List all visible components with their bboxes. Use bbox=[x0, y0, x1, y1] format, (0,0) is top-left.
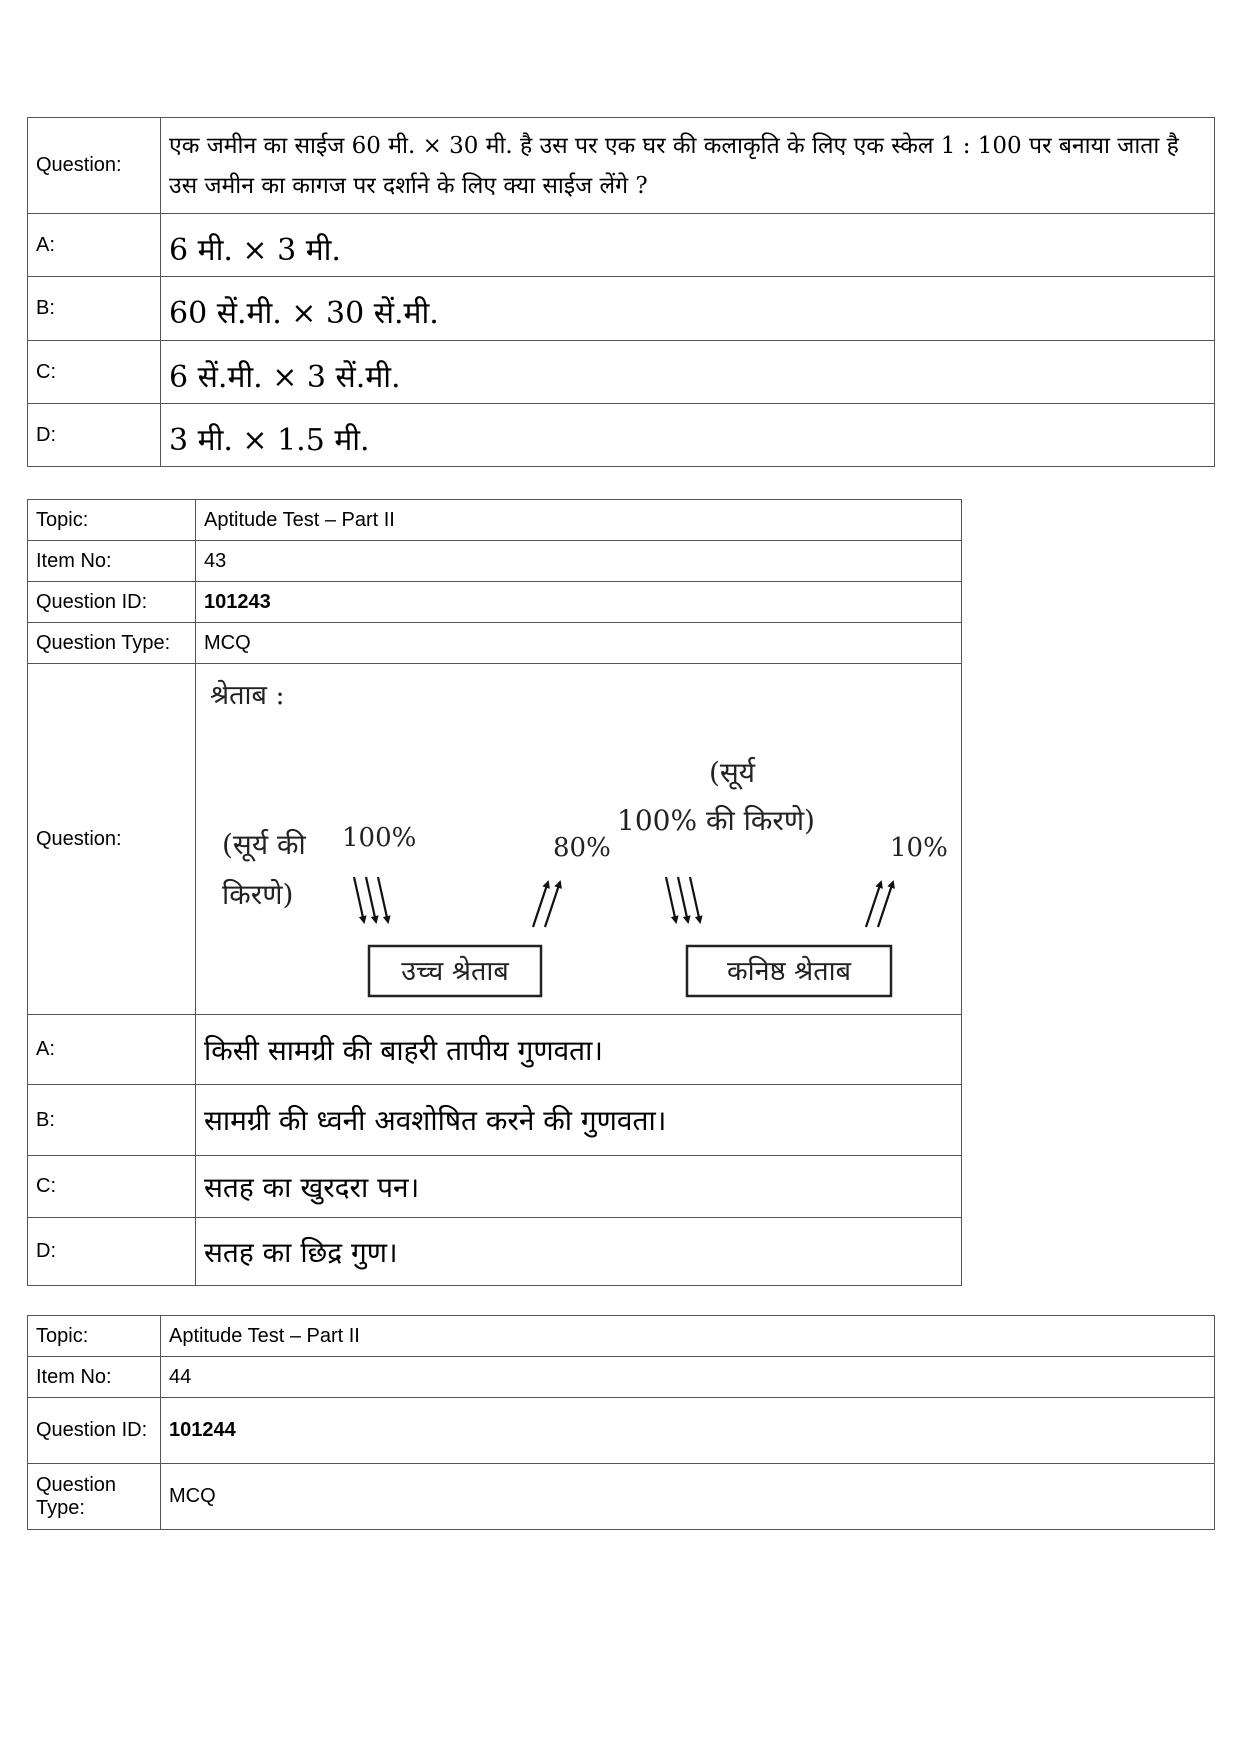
question-diagram-cell bbox=[196, 664, 962, 1015]
question-id-value: 101244 bbox=[161, 1398, 1215, 1464]
option-label-d: D: bbox=[28, 1218, 196, 1286]
low-albedo-label: कनिष्ठ श्रेताब bbox=[726, 956, 852, 987]
option-text-c: सतह का खुरदरा पन। bbox=[196, 1156, 962, 1218]
right-caption-line1: (सूर्य bbox=[708, 756, 756, 789]
question-text: एक जमीन का साईज 60 मी. × 30 मी. है उस पर एक घर की कलाकृति के लिए एक स्केल 1 : 100 पर बनाया जाता है उस जमीन का कागज पर दर्शाने के लिए क्या साईज लेंगे ? bbox=[161, 118, 1215, 214]
diagram-heading: श्रेताब : bbox=[210, 680, 285, 711]
option-row-d bbox=[28, 404, 1215, 467]
item-no-row bbox=[28, 541, 962, 582]
left-reflected-arrows bbox=[533, 882, 560, 927]
option-label-c: C: bbox=[28, 341, 161, 404]
question-table-prev bbox=[27, 117, 1215, 467]
question-type-value: MCQ bbox=[196, 623, 962, 664]
question-label: Question: bbox=[28, 664, 196, 1015]
option-row-a bbox=[28, 214, 1215, 277]
option-row-c bbox=[28, 341, 1215, 404]
topic-value: Aptitude Test – Part II bbox=[161, 1316, 1215, 1357]
option-text-d: सतह का छिद्र गुण। bbox=[196, 1218, 962, 1286]
question-id-label: Question ID: bbox=[28, 582, 196, 623]
option-text-b: सामग्री की ध्वनी अवशोषित करने की गुणवता। bbox=[196, 1085, 962, 1156]
left-reflected-percent: 80% bbox=[553, 833, 611, 863]
option-row-c bbox=[28, 1156, 962, 1218]
left-caption-line1: (सूर्य की bbox=[222, 828, 306, 861]
item-no-row bbox=[28, 1357, 1215, 1398]
question-id-row bbox=[28, 1398, 1215, 1464]
option-row-a bbox=[28, 1015, 962, 1085]
item-no-value: 44 bbox=[161, 1357, 1215, 1398]
option-row-b bbox=[28, 1085, 962, 1156]
question-id-row bbox=[28, 582, 962, 623]
item-no-label: Item No: bbox=[28, 541, 196, 582]
question-row bbox=[28, 664, 962, 1015]
option-row-b bbox=[28, 277, 1215, 341]
question-id-label: Question ID: bbox=[28, 1398, 161, 1464]
question-type-row bbox=[28, 1464, 1215, 1530]
left-incoming-arrows bbox=[354, 877, 388, 922]
option-label-b: B: bbox=[28, 277, 161, 341]
item-no-label: Item No: bbox=[28, 1357, 161, 1398]
topic-value: Aptitude Test – Part II bbox=[196, 500, 962, 541]
albedo-diagram bbox=[196, 664, 959, 1014]
question-type-label: Question Type: bbox=[28, 623, 196, 664]
option-label-a: A: bbox=[28, 1015, 196, 1085]
topic-label: Topic: bbox=[28, 500, 196, 541]
topic-label: Topic: bbox=[28, 1316, 161, 1357]
item-no-value: 43 bbox=[196, 541, 962, 582]
option-text-a: 6 मी. × 3 मी. bbox=[161, 214, 1215, 277]
option-row-d bbox=[28, 1218, 962, 1286]
option-text-a: किसी सामग्री की बाहरी तापीय गुणवता। bbox=[196, 1015, 962, 1085]
right-incoming-arrows bbox=[666, 877, 700, 922]
option-text-d: 3 मी. × 1.5 मी. bbox=[161, 404, 1215, 467]
topic-row bbox=[28, 500, 962, 541]
option-label-d: D: bbox=[28, 404, 161, 467]
question-id-value: 101243 bbox=[196, 582, 962, 623]
high-albedo-label: उच्च श्रेताब bbox=[401, 956, 509, 987]
question-label: Question: bbox=[28, 118, 161, 214]
option-text-c: 6 सें.मी. × 3 सें.मी. bbox=[161, 341, 1215, 404]
option-label-a: A: bbox=[28, 214, 161, 277]
option-label-c: C: bbox=[28, 1156, 196, 1218]
option-label-b: B: bbox=[28, 1085, 196, 1156]
question-type-value: MCQ bbox=[161, 1464, 1215, 1530]
question-row bbox=[28, 118, 1215, 214]
right-reflected-percent: 10% bbox=[890, 833, 948, 863]
right-reflected-arrows bbox=[866, 882, 893, 927]
question-type-label: Question Type: bbox=[28, 1464, 161, 1530]
question-type-row bbox=[28, 623, 962, 664]
topic-row bbox=[28, 1316, 1215, 1357]
right-caption-line2: 100% की किरणे) bbox=[617, 804, 815, 837]
question-table-43 bbox=[27, 499, 962, 1286]
left-caption-line2: किरणे) bbox=[222, 878, 294, 911]
left-incoming-percent: 100% bbox=[342, 823, 417, 853]
question-table-44 bbox=[27, 1315, 1215, 1530]
option-text-b: 60 सें.मी. × 30 सें.मी. bbox=[161, 277, 1215, 341]
